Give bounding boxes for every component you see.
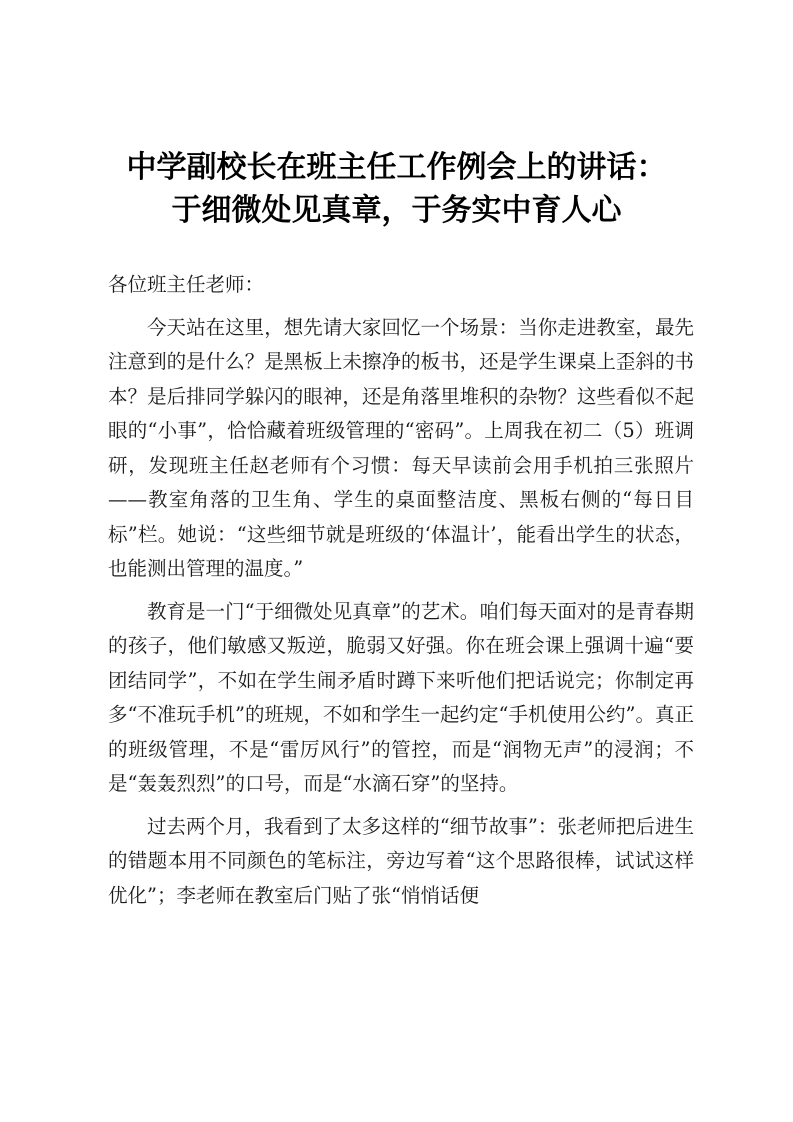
paragraph-3: 过去两个月，我看到了太多这样的“细节故事”：张老师把后进生的错题本用不同颜色的笔标注，旁边写着“这个思路很棒，试试这样优化”；李老师在教室后门贴了张“悄悄话便 — [108, 814, 694, 907]
paragraph-2: 教育是一门“于细微处见真章”的艺术。咱们每天面对的是青春期的孩子，他们敏感又叛逆，脆弱又好强。你在班会课上强调十遍“要团结同学”，不如在学生闹矛盾时蹲下来听他们把话说完；你制定再多“不准玩手机”的班规，不如和学生一起约定“手机使用公约”。真正的班级管理，不是“雷厉风行”的管控，而是“润物无声”的浸润；不是“轰轰烈烈”的口号，而是“水滴石穿”的坚持。 — [108, 599, 694, 795]
paragraph-1: 今天站在这里，想先请大家回忆一个场景：当你走进教室，最先注意到的是什么？是黑板上未擦净的板书，还是学生课桌上歪斜的书本？是后排同学躲闪的眼神，还是角落里堆积的杂物？这些看似不起眼的“小事”，恰恰藏着班级管理的“密码”。上周我在初二（5）班调研，发现班主任赵老师有个习惯：每天早读前会用手机拍三张照片——教室角落的卫生角、学生的桌面整洁度、黑板右侧的“每日目标”栏。她说：“这些细节就是班级的‘体温计’，能看出学生的状态，也能测出管理的温度。” — [108, 315, 694, 580]
salutation: 各位班主任老师： — [108, 273, 265, 296]
document-title-line-1: 中学副校长在班主任工作例会上的讲话： — [126, 150, 667, 185]
document-title-line-2: 于细微处见真章，于务实中育人心 — [171, 193, 622, 228]
document-body — [108, 268, 694, 921]
